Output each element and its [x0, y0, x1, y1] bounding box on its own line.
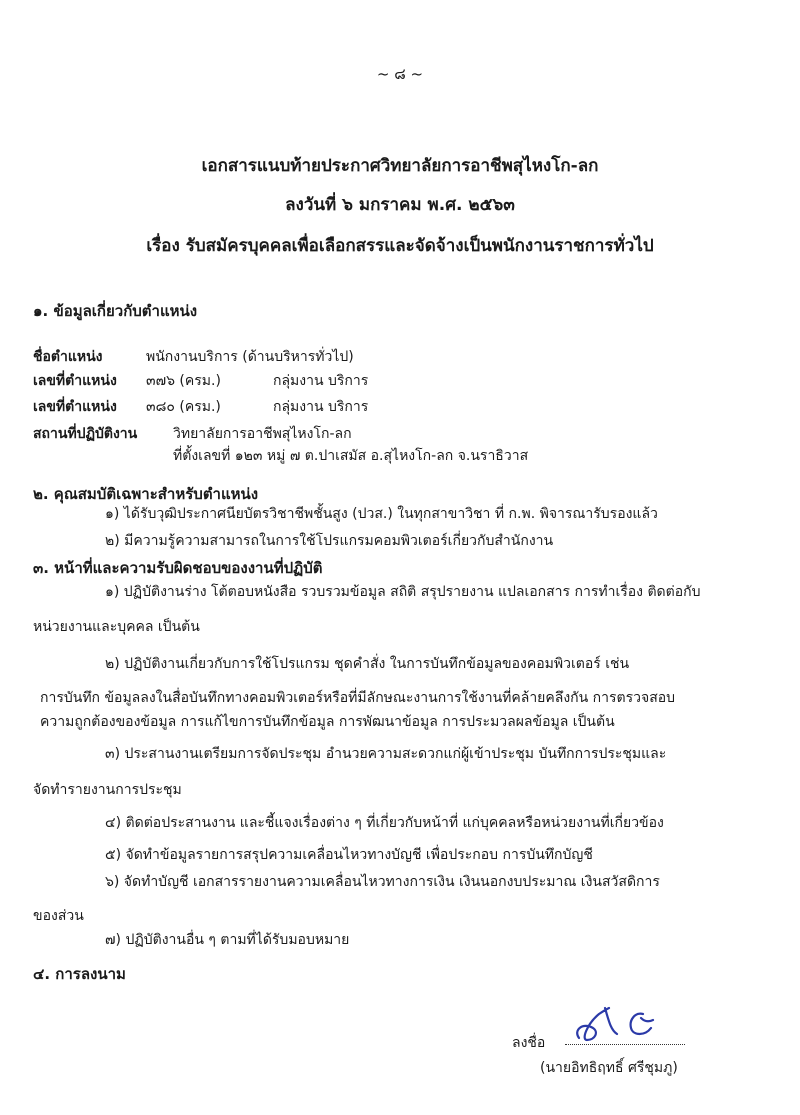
position-name-label: ชื่อตำแหน่ง	[33, 349, 103, 365]
qualification-item: ๒) มีความรู้ความสามารถในการใช้โปรแกรมคอมพิวเตอร์เกี่ยวกับสำนักงาน	[105, 533, 554, 549]
duty-item-1-line2: หน่วยงานและบุคคล เป็นต้น	[33, 619, 200, 635]
document-date: ลงวันที่ ๖ มกราคม พ.ศ. ๒๕๖๓	[285, 195, 515, 215]
duty-item-7: ๗) ปฏิบัติงานอื่น ๆ ตามที่ได้รับมอบหมาย	[105, 932, 350, 948]
workplace-address: ที่ตั้งเลขที่ ๑๒๓ หมู่ ๗ ต.ปาเสมัส อ.สุไหงโก-ลก จ.นราธิวาส	[173, 448, 529, 464]
signature-label: ลงชื่อ	[512, 1035, 546, 1051]
document-subject: เรื่อง รับสมัครบุคคลเพื่อเลือกสรรและจัดจ้างเป็นพนักงานราชการทั่วไป	[146, 236, 654, 256]
section3-title: ๓. หน้าที่และความรับผิดชอบของงานที่ปฏิบัติ	[33, 559, 323, 577]
position-number: ๓๗๖ (ครม.)	[146, 373, 221, 389]
page-number: ~ ๘ ~	[376, 65, 424, 83]
position-group: กลุ่มงาน บริการ	[273, 373, 369, 389]
duty-item-3-line1: ๓) ประสานงานเตรียมการจัดประชุม อำนวยความสะดวกแก่ผู้เข้าประชุม บันทึกการประชุมและ	[105, 746, 667, 762]
position-group: กลุ่มงาน บริการ	[273, 399, 369, 415]
duty-item-4: ๔) ติดต่อประสานงาน และชี้แจงเรื่องต่าง ๆ ที่เกี่ยวกับหน้าที่ แก่บุคคลหรือหน่วยงานที่เกี่ยวข้อง	[105, 815, 664, 831]
position-no-label: เลขที่ตำแหน่ง	[33, 373, 117, 389]
position-no-label: เลขที่ตำแหน่ง	[33, 399, 117, 415]
section2-title: ๒. คุณสมบัติเฉพาะสำหรับตำแหน่ง	[33, 485, 259, 503]
signer-name: (นายอิทธิฤทธิ์ ศรีชุมภู)	[540, 1060, 678, 1076]
section1-title: ๑. ข้อมูลเกี่ยวกับตำแหน่ง	[33, 302, 198, 320]
document-title: เอกสารแนบท้ายประกาศวิทยาลัยการอาชีพสุไหงโก-ลก	[201, 156, 599, 176]
duty-item-6-line2: ของส่วน	[33, 908, 84, 924]
duty-item-6-line1: ๖) จัดทำบัญชี เอกสารรายงานความเคลื่อนไหวทางการเงิน เงินนอกงบประมาณ เงินสวัสดิการ	[105, 874, 660, 890]
position-number: ๓๘๐ (ครม.)	[146, 399, 221, 415]
workplace-name: วิทยาลัยการอาชีพสุไหงโก-ลก	[173, 426, 352, 442]
duty-item-5: ๕) จัดทำข้อมูลรายการสรุปความเคลื่อนไหวทางบัญชี เพื่อประกอบ การบันทึกบัญชี	[105, 847, 593, 863]
section4-title: ๔. การลงนาม	[33, 965, 126, 983]
duty-item-2-line2: การบันทึก ข้อมูลลงในสื่อบันทึกทางคอมพิวเตอร์หรือที่มีลักษณะงานการใช้งานที่คล้ายคลึงกัน การตรวจสอบ	[40, 690, 676, 706]
qualification-item: ๑) ได้รับวุฒิประกาศนียบัตรวิชาชีพชั้นสูง (ปวส.) ในทุกสาขาวิชา ที่ ก.พ. พิจารณารับรองแล้ว	[105, 506, 658, 522]
duty-item-1-line1: ๑) ปฏิบัติงานร่าง โต้ตอบหนังสือ รวบรวมข้อมูล สถิติ สรุปรายงาน แปลเอกสาร การทำเรื่อง ติดต่อกับ	[105, 584, 701, 600]
duty-item-2-line1: ๒) ปฏิบัติงานเกี่ยวกับการใช้โปรแกรม ชุดคำสั่ง ในการบันทึกข้อมูลของคอมพิวเตอร์ เช่น	[105, 656, 630, 672]
duty-item-3-line2: จัดทำรายงานการประชุม	[33, 782, 182, 798]
workplace-label: สถานที่ปฏิบัติงาน	[33, 426, 138, 442]
duty-item-2-line3: ความถูกต้องของข้อมูล การแก้ไขการบันทึกข้อมูล การพัฒนาข้อมูล การประมวลผลข้อมูล เป็นต้น	[40, 714, 615, 730]
position-name-value: พนักงานบริการ (ด้านบริหารทั่วไป)	[146, 349, 354, 365]
handwritten-signature	[565, 1000, 675, 1050]
